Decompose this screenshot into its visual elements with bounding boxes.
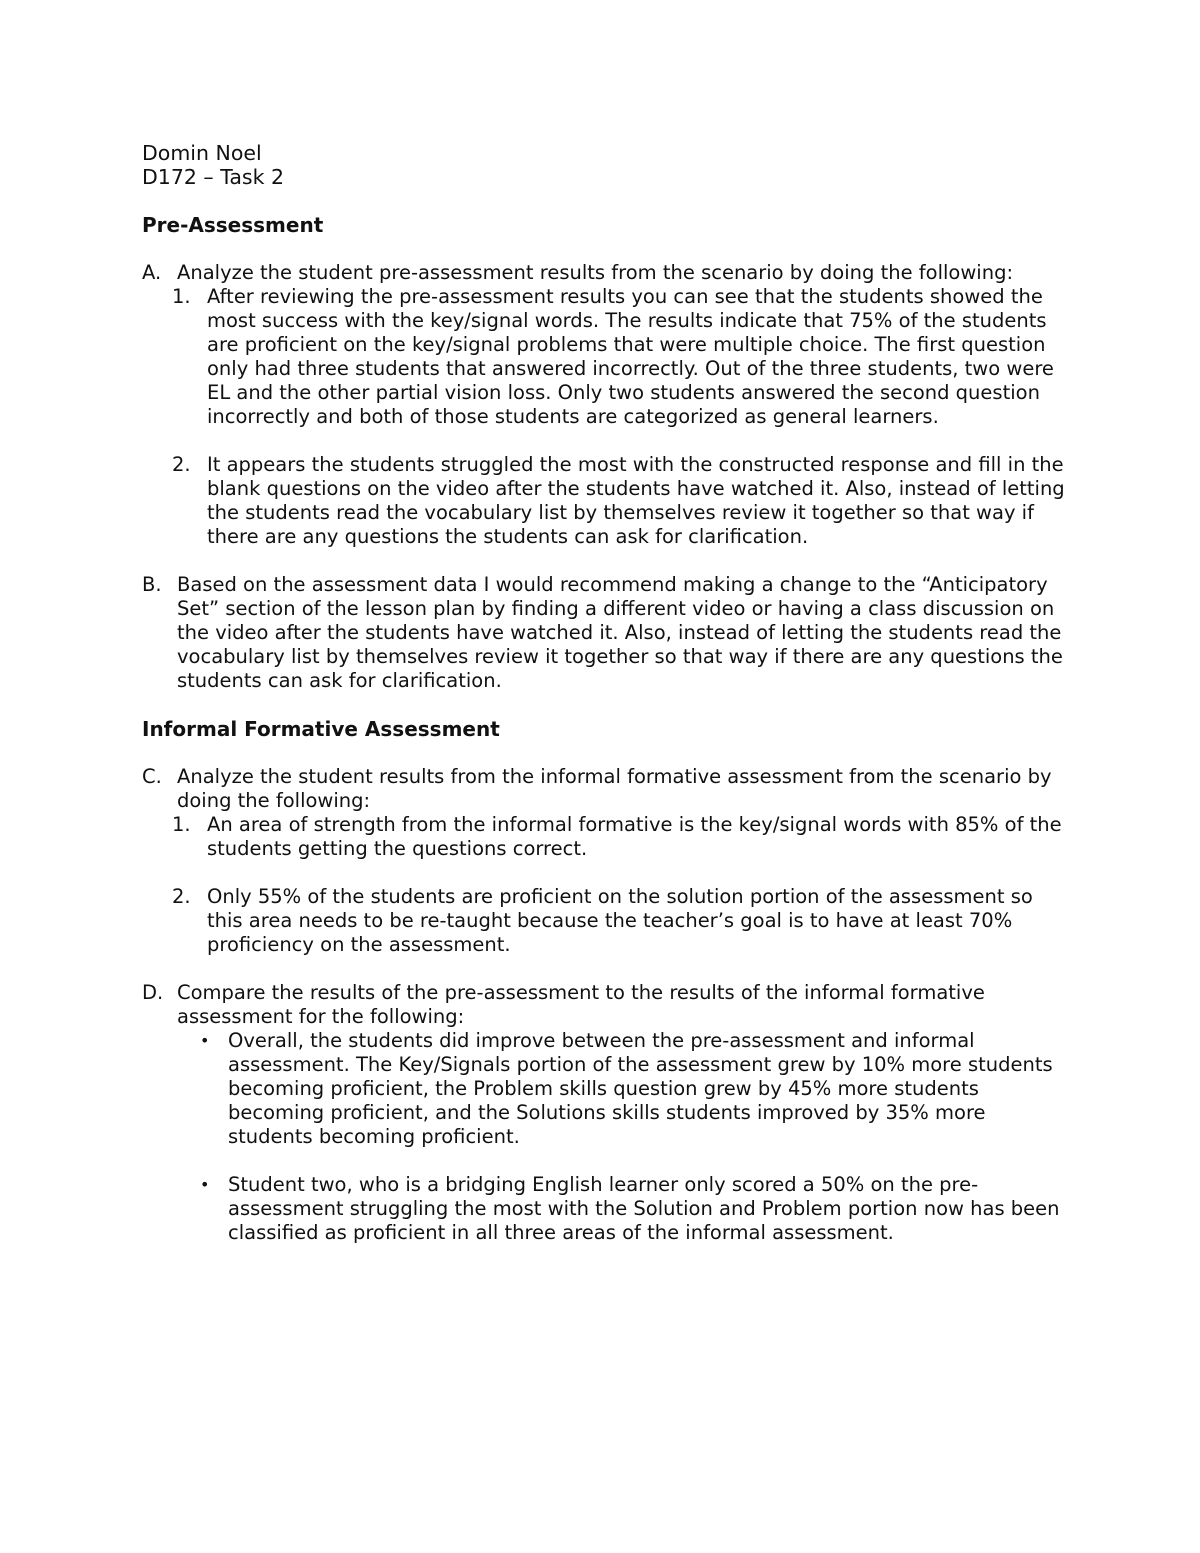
question-a [142, 261, 1072, 285]
answer-c2 [142, 885, 1072, 957]
question-c-text: Analyze the student results from the informal formative assessment from the scenario by doing the following: [177, 765, 1052, 812]
answer-c1 [142, 813, 1072, 861]
answer-d-bullet-2-text: Student two, who is a bridging English learner only scored a 50% on the pre-assessment struggling the most with the Solution and Problem portion now has been classified as proficient in all three areas of the informal assessment. [228, 1173, 1060, 1244]
question-d-marker: D. [142, 981, 164, 1004]
question-c-marker: C. [142, 765, 162, 788]
question-b-text: Based on the assessment data I would recommend making a change to the “Anticipatory Set” section of the lesson plan by finding a different video or having a class discussion on the video after the students have watched it. Also, instead of letting the students read the vocabulary list by themselves review it together so that way if there are any questions the students can ask for clarification. [177, 573, 1063, 692]
answer-a2-marker: 2. [172, 453, 191, 476]
answer-a2-text: It appears the students struggled the most with the constructed response and fill in the blank questions on the video after the students have watched it. Also, instead of letting the students read the vocabulary list by themselves review it together so that way if there are any questions the students can ask for clarification. [207, 453, 1065, 548]
section-title-informal-formative: Informal Formative Assessment [142, 717, 500, 741]
answer-d-bullet-1-text: Overall, the students did improve between the pre-assessment and informal assessment. The Key/Signals portion of the assessment grew by 10% more students becoming proficient, the Problem skills question grew by 45% more students becoming proficient, and the Solutions skills students improved by 35% more students becoming proficient. [228, 1029, 1053, 1148]
answer-d-bullet-1 [142, 1029, 1072, 1149]
bullet-icon: • [200, 1031, 210, 1050]
question-a-text: Analyze the student pre-assessment results from the scenario by doing the following: [177, 261, 1014, 284]
question-c [142, 765, 1072, 813]
question-d-text: Compare the results of the pre-assessment to the results of the informal formative assessment for the following: [177, 981, 985, 1028]
question-d [142, 981, 1072, 1029]
answer-c1-text: An area of strength from the informal formative is the key/signal words with 85% of the students getting the questions correct. [207, 813, 1062, 860]
bullet-icon: • [200, 1175, 210, 1194]
answer-a2 [142, 453, 1072, 549]
question-a-marker: A. [142, 261, 162, 284]
question-b-marker: B. [142, 573, 162, 596]
section-title-pre-assessment: Pre-Assessment [142, 213, 324, 237]
answer-c1-marker: 1. [172, 813, 191, 836]
answer-c2-text: Only 55% of the students are proficient on the solution portion of the assessment so this area needs to be re-taught because the teacher’s goal is to have at least 70% proficiency on the assessment. [207, 885, 1033, 956]
answer-a1-marker: 1. [172, 285, 191, 308]
document-body [142, 141, 1072, 1245]
course-task: D172 – Task 2 [142, 165, 284, 189]
answer-a1 [142, 285, 1072, 429]
answer-a1-text: After reviewing the pre-assessment results you can see that the students showed the most success with the key/signal words. The results indicate that 75% of the students are proficient on the key/signal problems that were multiple choice. The first question only had three students that answered incorrectly. Out of the three students, two were EL and the other partial vision loss. Only two students answered the second question incorrectly and both of those students are categorized as general learners. [207, 285, 1054, 428]
author-name: Domin Noel [142, 141, 262, 165]
question-b [142, 573, 1072, 693]
answer-d-bullet-2 [142, 1173, 1072, 1245]
answer-c2-marker: 2. [172, 885, 191, 908]
